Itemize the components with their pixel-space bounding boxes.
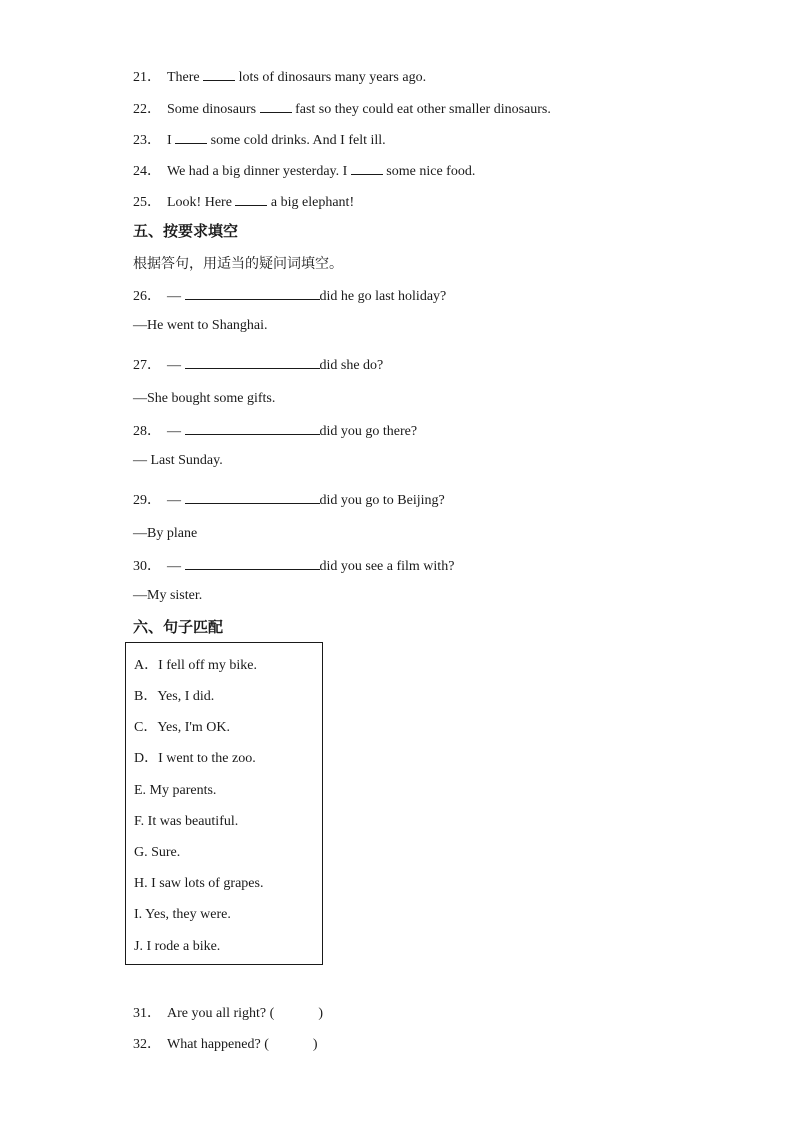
option-d: D．I went to the zoo. bbox=[134, 751, 256, 766]
question-23 bbox=[133, 130, 386, 150]
answer-28: — Last Sunday. bbox=[133, 453, 223, 468]
question-25 bbox=[133, 192, 354, 212]
option-g: G. Sure. bbox=[134, 845, 181, 860]
question-text: fast so they could eat other smaller dinosaurs. bbox=[295, 102, 551, 117]
question-text: There bbox=[167, 70, 200, 85]
dash: — bbox=[167, 559, 181, 574]
question-text: some cold drinks. And I felt ill. bbox=[210, 133, 386, 148]
answer-blank[interactable] bbox=[351, 161, 383, 175]
question-text: did you go to Beijing? bbox=[319, 493, 445, 508]
section-6-heading: 六、句子匹配 bbox=[133, 618, 224, 636]
close-paren: ) bbox=[318, 1006, 323, 1021]
option-c: C．Yes, I'm OK. bbox=[134, 720, 231, 735]
answer-blank[interactable] bbox=[260, 99, 292, 113]
open-paren: ( bbox=[264, 1037, 269, 1052]
question-number: 32． bbox=[133, 1037, 161, 1052]
close-paren: ) bbox=[312, 1037, 318, 1052]
question-27 bbox=[133, 355, 383, 375]
question-32 bbox=[133, 1036, 318, 1054]
answer-29: —By plane bbox=[133, 526, 198, 541]
question-number: 23． bbox=[133, 133, 161, 148]
section-5-instruction: 根据答句，用适当的疑问词填空。 bbox=[133, 256, 343, 272]
question-text: did she do? bbox=[319, 358, 384, 373]
question-text: some nice food. bbox=[386, 164, 476, 179]
question-22 bbox=[133, 99, 551, 119]
answer-blank[interactable] bbox=[185, 355, 320, 369]
dash: — bbox=[167, 493, 181, 508]
question-text: What happened? bbox=[167, 1037, 261, 1052]
question-number: 25． bbox=[133, 195, 161, 210]
question-number: 24． bbox=[133, 164, 161, 179]
question-text: did you see a film with? bbox=[319, 559, 455, 574]
answer-30: —My sister. bbox=[133, 588, 203, 603]
question-number: 22． bbox=[133, 102, 161, 117]
question-text: did he go last holiday? bbox=[319, 289, 447, 304]
answer-blank[interactable] bbox=[203, 67, 235, 81]
question-29 bbox=[133, 490, 445, 510]
open-paren: ( bbox=[269, 1006, 275, 1021]
answer-27: —She bought some gifts. bbox=[133, 391, 276, 406]
question-28 bbox=[133, 421, 417, 441]
question-number: 31． bbox=[133, 1006, 161, 1021]
question-30 bbox=[133, 556, 454, 576]
question-text: lots of dinosaurs many years ago. bbox=[238, 70, 427, 85]
option-i: I. Yes, they were. bbox=[134, 907, 231, 922]
question-text: Some dinosaurs bbox=[167, 102, 257, 117]
answer-blank[interactable] bbox=[175, 130, 207, 144]
question-text: Are you all right? bbox=[167, 1006, 267, 1021]
question-text: I bbox=[167, 133, 172, 148]
option-b: B．Yes, I did. bbox=[134, 689, 215, 704]
question-26 bbox=[133, 286, 446, 306]
answer-blank[interactable] bbox=[185, 421, 320, 435]
question-text: a big elephant! bbox=[270, 195, 355, 210]
section-5-heading: 五、按要求填空 bbox=[133, 222, 239, 240]
option-f: F. It was beautiful. bbox=[134, 814, 239, 829]
options-box bbox=[125, 642, 323, 965]
question-number: 27． bbox=[133, 358, 161, 373]
question-text: Look! Here bbox=[167, 195, 232, 210]
dash: — bbox=[167, 358, 181, 373]
option-h: H. I saw lots of grapes. bbox=[134, 876, 264, 891]
question-text: We had a big dinner yesterday. I bbox=[167, 164, 348, 179]
option-a: A．I fell off my bike. bbox=[134, 658, 257, 673]
question-31 bbox=[133, 1005, 323, 1023]
answer-blank[interactable] bbox=[185, 490, 320, 504]
question-number: 30． bbox=[133, 559, 161, 574]
question-24 bbox=[133, 161, 475, 181]
dash: — bbox=[167, 424, 181, 439]
question-number: 26． bbox=[133, 289, 161, 304]
answer-26: —He went to Shanghai. bbox=[133, 318, 268, 333]
question-21 bbox=[133, 67, 426, 87]
question-number: 28． bbox=[133, 424, 161, 439]
question-number: 29． bbox=[133, 493, 161, 508]
question-number: 21． bbox=[133, 70, 161, 85]
option-e: E. My parents. bbox=[134, 783, 217, 798]
dash: — bbox=[167, 289, 181, 304]
answer-blank[interactable] bbox=[235, 192, 267, 206]
answer-blank[interactable] bbox=[185, 286, 320, 300]
question-text: did you go there? bbox=[319, 424, 418, 439]
option-j: J. I rode a bike. bbox=[134, 939, 221, 954]
answer-blank[interactable] bbox=[185, 556, 320, 570]
